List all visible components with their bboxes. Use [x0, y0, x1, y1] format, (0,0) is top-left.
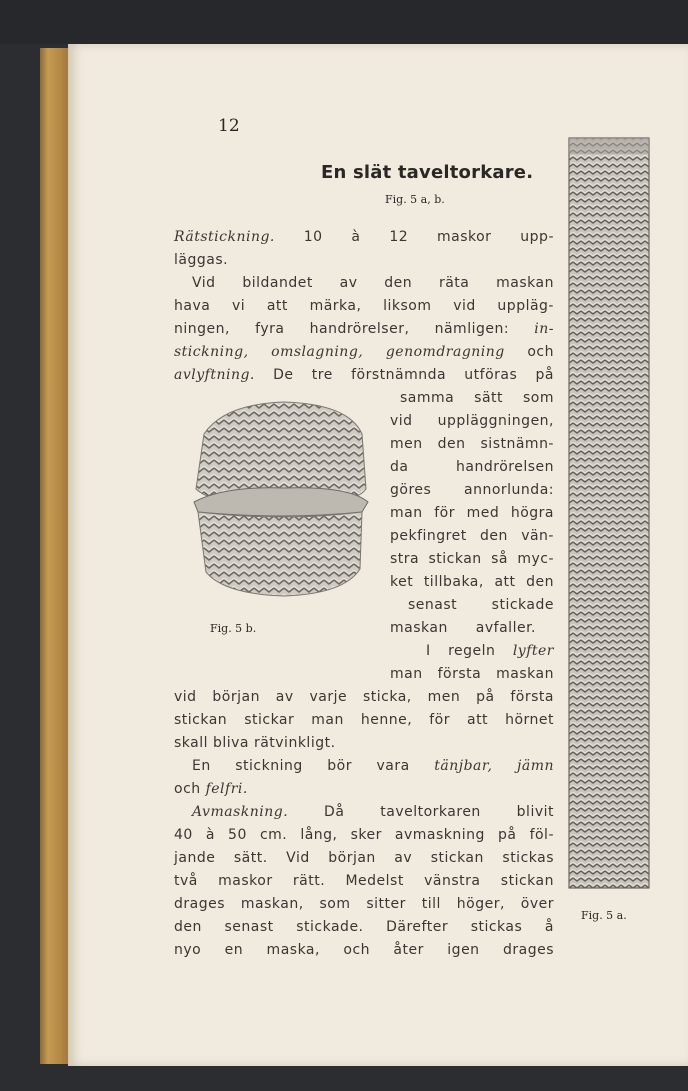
text-line: da handrörelsen	[390, 459, 554, 475]
page-number: 12	[218, 116, 240, 136]
text-line: samma sätt som	[400, 390, 554, 406]
text-line: och felfri.	[174, 781, 248, 797]
text-line: Avmaskning. Då taveltorkaren blivit	[192, 804, 555, 820]
text-line: man första maskan	[390, 666, 554, 682]
text-line: Vid bildandet av den räta maskan	[192, 275, 554, 291]
text-line: stra stickan så myc-	[390, 551, 554, 567]
text-line: I regeln lyfter	[426, 643, 554, 659]
figure-reference: Fig. 5 a, b.	[385, 193, 445, 206]
text-line: göres annorlunda:	[390, 482, 554, 498]
text-line: senast stickade	[408, 597, 554, 613]
text-line: drages maskan, som sitter till höger, över	[174, 896, 554, 912]
text-line: pekfingret den vän-	[390, 528, 554, 544]
text-line: man för med högra	[390, 505, 554, 521]
text-line: stickning, omslagning, genomdragning och	[174, 344, 554, 360]
text-line: vid uppläggningen,	[390, 413, 554, 429]
text-line: ningen, fyra handrörelser, nämligen: in-	[174, 321, 554, 337]
book-page	[68, 44, 688, 1066]
knitted-wiper-illustration	[184, 394, 374, 604]
text-line: maskan avfaller.	[390, 620, 536, 636]
background-top	[0, 0, 688, 44]
text-line: ket tillbaka, att den	[390, 574, 554, 590]
text-line: nyo en maska, och åter igen drages	[174, 942, 554, 958]
page-title: En slät taveltorkare.	[321, 162, 534, 183]
text-line: stickan stickar man henne, för att hörnet	[174, 712, 554, 728]
text-line: men den sistnämn-	[390, 436, 554, 452]
text-line: hava vi att märka, liksom vid uppläg-	[174, 298, 554, 314]
text-line: den senast stickade. Därefter stickas å	[174, 919, 554, 935]
figure-5b-caption: Fig. 5 b.	[210, 622, 257, 635]
text-line: skall bliva rätvinkligt.	[174, 735, 336, 751]
text-line: Rätstickning. 10 à 12 maskor upp-	[174, 229, 554, 245]
text-line: En stickning bör vara tänjbar, jämn	[192, 758, 554, 774]
figure-5a-caption: Fig. 5 a.	[581, 909, 627, 922]
text-line: två maskor rätt. Medelst vänstra stickan	[174, 873, 554, 889]
text-line: 40 à 50 cm. lång, sker avmaskning på föl-	[174, 827, 554, 843]
knitted-strip-illustration	[565, 134, 653, 894]
text-line: vid början av varje sticka, men på första	[174, 689, 554, 705]
text-line: avlyftning. De tre förstnämnda utföras på	[174, 367, 554, 383]
text-line: jande sätt. Vid början av stickan stickas	[174, 850, 554, 866]
text-line: läggas.	[174, 252, 229, 268]
